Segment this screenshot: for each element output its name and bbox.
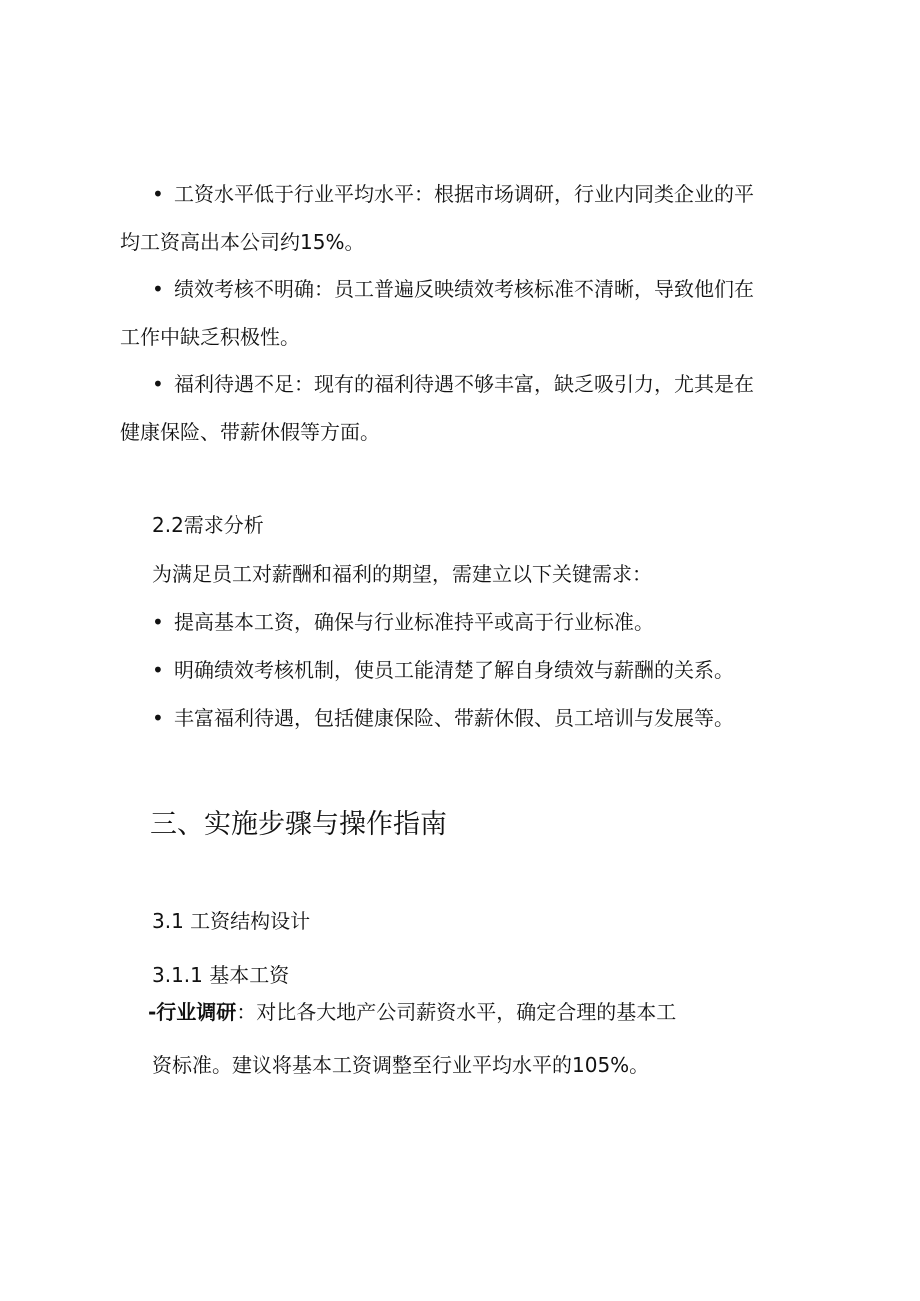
list-item-text: 绩效考核不明确：员工普遍反映绩效考核标准不清晰，导致他们在 — [174, 277, 754, 301]
list-item-text: 明确绩效考核机制，使员工能清楚了解自身绩效与薪酬的关系。 — [174, 658, 734, 682]
bullet-icon: • — [152, 658, 164, 682]
list-item-continuation: 均工资高出本公司约15%。 — [120, 230, 365, 254]
list-item-text: 提高基本工资，确保与行业标准持平或高于行业标准。 — [174, 610, 654, 634]
chapter-heading: 三、实施步骤与操作指南 — [150, 809, 447, 840]
bullet-icon: • — [152, 277, 164, 301]
list-item — [152, 275, 754, 303]
list-item-text: 工资水平低于行业平均水平：根据市场调研，行业内同类企业的平 — [174, 182, 754, 206]
subsubsection-heading: 3.1.1 基本工资 — [152, 963, 290, 987]
bullet-icon: • — [152, 706, 164, 730]
paragraph-text: ：对比各大地产公司薪资水平，确定合理的基本工 — [236, 1000, 677, 1024]
list-item-continuation: 健康保险、带薪休假等方面。 — [120, 420, 380, 444]
paragraph-label: -行业调研 — [148, 1000, 237, 1024]
list-item — [152, 370, 754, 398]
bullet-icon: • — [152, 182, 164, 206]
section-intro: 为满足员工对薪酬和福利的期望，需建立以下关键需求： — [152, 562, 652, 586]
list-item — [152, 656, 734, 684]
list-item-continuation: 工作中缺乏积极性。 — [120, 325, 300, 349]
bullet-icon: • — [152, 610, 164, 634]
list-item — [152, 704, 734, 732]
list-item-text: 福利待遇不足：现有的福利待遇不够丰富，缺乏吸引力，尤其是在 — [174, 372, 754, 396]
bullet-icon: • — [152, 372, 164, 396]
section-heading: 2.2需求分析 — [152, 513, 264, 537]
list-item — [152, 180, 754, 208]
list-item — [152, 608, 654, 636]
subsection-heading: 3.1 工资结构设计 — [152, 909, 311, 933]
list-item-text: 丰富福利待遇，包括健康保险、带薪休假、员工培训与发展等。 — [174, 706, 734, 730]
paragraph-continuation: 资标准。建议将基本工资调整至行业平均水平的105%。 — [152, 1053, 650, 1077]
paragraph — [148, 998, 676, 1026]
